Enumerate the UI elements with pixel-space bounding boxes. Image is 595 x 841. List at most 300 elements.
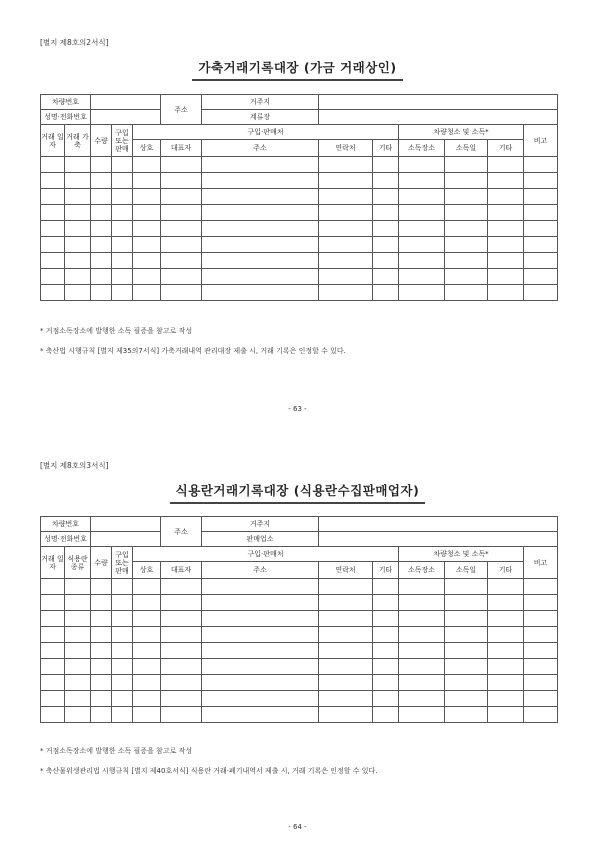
table-row xyxy=(41,205,558,221)
table-cell[interactable] xyxy=(91,285,112,301)
table-cell[interactable] xyxy=(524,221,558,237)
table-cell[interactable] xyxy=(133,611,161,627)
col-address: 주소 xyxy=(202,562,319,579)
table-cell[interactable] xyxy=(488,659,524,675)
table-cell[interactable] xyxy=(445,205,488,221)
table-cell[interactable] xyxy=(373,157,399,173)
table-cell[interactable] xyxy=(445,627,488,643)
table-cell[interactable] xyxy=(161,675,202,691)
table-cell[interactable] xyxy=(91,205,112,221)
table-cell[interactable] xyxy=(319,285,373,301)
table-cell[interactable] xyxy=(41,221,65,237)
table-cell[interactable] xyxy=(399,173,445,189)
table-cell[interactable] xyxy=(133,189,161,205)
table-cell[interactable] xyxy=(133,643,161,659)
table-cell[interactable] xyxy=(488,173,524,189)
col-disinfection-date: 소독일 xyxy=(445,140,488,157)
table-cell[interactable] xyxy=(373,707,399,723)
col-representative: 대표자 xyxy=(161,140,202,157)
table-cell[interactable] xyxy=(399,627,445,643)
table-cell[interactable] xyxy=(373,627,399,643)
table-cell[interactable] xyxy=(319,627,373,643)
table-cell[interactable] xyxy=(41,643,65,659)
table-cell[interactable] xyxy=(202,221,319,237)
table-cell[interactable] xyxy=(373,269,399,285)
table-row xyxy=(41,253,558,269)
table-cell[interactable] xyxy=(373,205,399,221)
table-cell[interactable] xyxy=(91,237,112,253)
table-cell[interactable] xyxy=(319,237,373,253)
col-buy-or-sell: 구입 또는 판매 xyxy=(112,547,133,579)
table-cell[interactable] xyxy=(65,579,91,595)
table-cell[interactable] xyxy=(65,269,91,285)
table-cell[interactable] xyxy=(488,269,524,285)
table-cell[interactable] xyxy=(161,627,202,643)
table-cell[interactable] xyxy=(373,189,399,205)
table-cell[interactable] xyxy=(161,595,202,611)
table-cell[interactable] xyxy=(488,707,524,723)
table-cell[interactable] xyxy=(112,189,133,205)
table-cell[interactable] xyxy=(202,675,319,691)
table-cell[interactable] xyxy=(488,237,524,253)
table-cell[interactable] xyxy=(373,237,399,253)
table-cell[interactable] xyxy=(202,237,319,253)
table-cell[interactable] xyxy=(319,173,373,189)
table-cell[interactable] xyxy=(112,579,133,595)
table-cell[interactable] xyxy=(488,643,524,659)
table-cell[interactable] xyxy=(524,611,558,627)
table-cell[interactable] xyxy=(133,173,161,189)
table-cell[interactable] xyxy=(133,595,161,611)
table-cell[interactable] xyxy=(524,627,558,643)
col-quantity: 수량 xyxy=(91,547,112,579)
col-other-2: 기타 xyxy=(488,562,524,579)
table-cell[interactable] xyxy=(91,595,112,611)
table-cell[interactable] xyxy=(161,643,202,659)
table-cell[interactable] xyxy=(488,221,524,237)
table-cell[interactable] xyxy=(373,611,399,627)
table-cell[interactable] xyxy=(319,643,373,659)
address-label: 주소 xyxy=(161,95,202,125)
table-cell[interactable] xyxy=(445,253,488,269)
table-cell[interactable] xyxy=(65,659,91,675)
table-cell[interactable] xyxy=(41,691,65,707)
table-body[interactable] xyxy=(41,157,558,301)
name-phone-field[interactable] xyxy=(91,532,161,547)
table-cell[interactable] xyxy=(524,691,558,707)
table-cell[interactable] xyxy=(91,643,112,659)
table-cell[interactable] xyxy=(445,189,488,205)
residence-field[interactable] xyxy=(319,95,558,110)
table-cell[interactable] xyxy=(524,157,558,173)
table-cell[interactable] xyxy=(112,675,133,691)
table-cell[interactable] xyxy=(445,707,488,723)
table-cell[interactable] xyxy=(65,173,91,189)
table-cell[interactable] xyxy=(161,205,202,221)
table-cell[interactable] xyxy=(133,707,161,723)
table-cell[interactable] xyxy=(161,579,202,595)
col-trade-date: 거래 일자 xyxy=(41,125,65,157)
table-row xyxy=(41,269,558,285)
table-cell[interactable] xyxy=(133,237,161,253)
table-cell[interactable] xyxy=(488,611,524,627)
name-phone-field[interactable] xyxy=(91,110,161,125)
table-cell[interactable] xyxy=(319,157,373,173)
table-cell[interactable] xyxy=(524,173,558,189)
table-cell[interactable] xyxy=(399,611,445,627)
table-cell[interactable] xyxy=(319,579,373,595)
table-cell[interactable] xyxy=(65,285,91,301)
table-cell[interactable] xyxy=(65,189,91,205)
table-cell[interactable] xyxy=(133,221,161,237)
table-cell[interactable] xyxy=(399,659,445,675)
table-cell[interactable] xyxy=(112,595,133,611)
table-cell[interactable] xyxy=(41,189,65,205)
table-cell[interactable] xyxy=(202,611,319,627)
table-cell[interactable] xyxy=(161,253,202,269)
table-cell[interactable] xyxy=(133,157,161,173)
table-cell[interactable] xyxy=(91,157,112,173)
table-cell[interactable] xyxy=(399,579,445,595)
table-cell[interactable] xyxy=(373,579,399,595)
table-cell[interactable] xyxy=(112,157,133,173)
sales-outlet-field[interactable] xyxy=(319,532,558,547)
table-cell[interactable] xyxy=(202,579,319,595)
table-cell[interactable] xyxy=(65,205,91,221)
table-cell[interactable] xyxy=(319,659,373,675)
table-cell[interactable] xyxy=(399,269,445,285)
table-cell[interactable] xyxy=(65,675,91,691)
table-row xyxy=(41,189,558,205)
table-row xyxy=(41,157,558,173)
table-cell[interactable] xyxy=(399,691,445,707)
sales-outlet-label: 판매업소 xyxy=(202,532,319,547)
col-trade-name: 상호 xyxy=(133,140,161,157)
col-other-2: 기타 xyxy=(488,140,524,157)
table-cell[interactable] xyxy=(524,253,558,269)
table-cell[interactable] xyxy=(133,285,161,301)
table-cell[interactable] xyxy=(399,205,445,221)
table-cell[interactable] xyxy=(112,643,133,659)
col-quantity: 수량 xyxy=(91,125,112,157)
table-cell[interactable] xyxy=(202,285,319,301)
table-cell[interactable] xyxy=(373,285,399,301)
residence-label: 거주지 xyxy=(202,517,319,532)
table-cell[interactable] xyxy=(91,691,112,707)
table-cell[interactable] xyxy=(445,675,488,691)
table-cell[interactable] xyxy=(65,627,91,643)
table-cell[interactable] xyxy=(91,173,112,189)
col-contact: 연락처 xyxy=(319,562,373,579)
col-remarks: 비고 xyxy=(524,125,558,157)
table-cell[interactable] xyxy=(41,579,65,595)
table-cell[interactable] xyxy=(445,173,488,189)
table-cell[interactable] xyxy=(65,221,91,237)
table-cell[interactable] xyxy=(524,269,558,285)
table-cell[interactable] xyxy=(91,659,112,675)
table-cell[interactable] xyxy=(41,707,65,723)
table-cell[interactable] xyxy=(488,285,524,301)
col-trade-livestock: 거래 가축 xyxy=(65,125,91,157)
table-cell[interactable] xyxy=(65,157,91,173)
table-cell[interactable] xyxy=(488,595,524,611)
table-row xyxy=(41,285,558,301)
table-cell[interactable] xyxy=(445,237,488,253)
table-row xyxy=(41,627,558,643)
col-trade-name: 상호 xyxy=(133,562,161,579)
table-cell[interactable] xyxy=(319,611,373,627)
table-cell[interactable] xyxy=(319,189,373,205)
col-group-counterparty: 구입·판매처 xyxy=(133,125,399,140)
table-cell[interactable] xyxy=(133,675,161,691)
table-cell[interactable] xyxy=(41,675,65,691)
table-cell[interactable] xyxy=(319,253,373,269)
table-cell[interactable] xyxy=(319,675,373,691)
table-cell[interactable] xyxy=(373,643,399,659)
form-label: [별지 제8호의2서식] xyxy=(40,38,109,47)
vehicle-no-label: 차량번호 xyxy=(41,95,91,110)
table-cell[interactable] xyxy=(133,205,161,221)
table-cell[interactable] xyxy=(133,691,161,707)
col-other: 기타 xyxy=(373,140,399,157)
table-cell[interactable] xyxy=(41,173,65,189)
table-cell[interactable] xyxy=(133,579,161,595)
table-cell[interactable] xyxy=(41,595,65,611)
table-cell[interactable] xyxy=(91,221,112,237)
table-cell[interactable] xyxy=(373,253,399,269)
table-cell[interactable] xyxy=(202,253,319,269)
form-title: 가축거래기록대장 (가금 거래상인) xyxy=(192,58,402,81)
table-cell[interactable] xyxy=(399,237,445,253)
table-cell[interactable] xyxy=(161,221,202,237)
table-cell[interactable] xyxy=(65,691,91,707)
table-cell[interactable] xyxy=(41,237,65,253)
table-cell[interactable] xyxy=(112,285,133,301)
table-cell[interactable] xyxy=(91,707,112,723)
table-cell[interactable] xyxy=(319,205,373,221)
page-number: - 64 - xyxy=(288,823,307,831)
table-row xyxy=(41,173,558,189)
col-representative: 대표자 xyxy=(161,562,202,579)
table-row xyxy=(41,659,558,675)
table-cell[interactable] xyxy=(65,237,91,253)
table-cell[interactable] xyxy=(41,157,65,173)
table-cell[interactable] xyxy=(112,269,133,285)
table-cell[interactable] xyxy=(202,269,319,285)
table-cell[interactable] xyxy=(445,269,488,285)
residence-field[interactable] xyxy=(319,517,558,532)
table-cell[interactable] xyxy=(91,627,112,643)
form-title: 식용란거래기록대장 (식용란수집판매업자) xyxy=(170,481,426,504)
table-cell[interactable] xyxy=(488,253,524,269)
table-cell[interactable] xyxy=(161,157,202,173)
table-cell[interactable] xyxy=(202,189,319,205)
table-cell[interactable] xyxy=(112,707,133,723)
record-table xyxy=(40,516,558,723)
table-cell[interactable] xyxy=(445,221,488,237)
table-cell[interactable] xyxy=(399,221,445,237)
table-cell[interactable] xyxy=(399,189,445,205)
table-cell[interactable] xyxy=(65,595,91,611)
table-cell[interactable] xyxy=(399,285,445,301)
col-group-counterparty: 구입·판매처 xyxy=(133,547,399,562)
vehicle-no-field[interactable] xyxy=(91,95,161,110)
table-cell[interactable] xyxy=(524,707,558,723)
table-cell[interactable] xyxy=(488,691,524,707)
table-cell[interactable] xyxy=(488,157,524,173)
table-cell[interactable] xyxy=(488,189,524,205)
table-cell[interactable] xyxy=(319,221,373,237)
page-number: - 63 - xyxy=(288,405,307,413)
table-cell[interactable] xyxy=(161,269,202,285)
table-cell[interactable] xyxy=(202,595,319,611)
col-disinfection-place: 소독장소 xyxy=(399,140,445,157)
table-cell[interactable] xyxy=(41,611,65,627)
table-cell[interactable] xyxy=(65,707,91,723)
table-cell[interactable] xyxy=(161,659,202,675)
note-1: * 거점소독장소에 발행한 소독 필증을 참고로 작성 xyxy=(40,747,193,755)
table-row xyxy=(41,579,558,595)
table-cell[interactable] xyxy=(202,659,319,675)
table-cell[interactable] xyxy=(373,675,399,691)
table-cell[interactable] xyxy=(399,595,445,611)
table-cell[interactable] xyxy=(524,237,558,253)
vehicle-no-field[interactable] xyxy=(91,517,161,532)
col-disinfection-date: 소독일 xyxy=(445,562,488,579)
table-cell[interactable] xyxy=(133,659,161,675)
table-cell[interactable] xyxy=(202,643,319,659)
table-cell[interactable] xyxy=(445,595,488,611)
table-cell[interactable] xyxy=(524,189,558,205)
table-row xyxy=(41,611,558,627)
table-cell[interactable] xyxy=(133,253,161,269)
table-cell[interactable] xyxy=(41,659,65,675)
table-cell[interactable] xyxy=(161,173,202,189)
table-cell[interactable] xyxy=(65,253,91,269)
table-cell[interactable] xyxy=(399,157,445,173)
address-label: 주소 xyxy=(161,517,202,547)
table-cell[interactable] xyxy=(373,173,399,189)
table-cell[interactable] xyxy=(524,579,558,595)
table-cell[interactable] xyxy=(41,269,65,285)
table-cell[interactable] xyxy=(41,285,65,301)
table-cell[interactable] xyxy=(373,659,399,675)
table-cell[interactable] xyxy=(524,205,558,221)
table-cell[interactable] xyxy=(112,611,133,627)
table-cell[interactable] xyxy=(202,707,319,723)
table-cell[interactable] xyxy=(41,253,65,269)
note-2: * 축산법 시행규칙 [별지 제35의7서식] 가축거래내역 관리대장 제출 시, 거래 기록은 인정할 수 있다. xyxy=(40,347,346,355)
table-cell[interactable] xyxy=(133,269,161,285)
table-cell[interactable] xyxy=(445,611,488,627)
table-cell[interactable] xyxy=(488,205,524,221)
table-cell[interactable] xyxy=(91,189,112,205)
table-cell[interactable] xyxy=(161,611,202,627)
table-cell[interactable] xyxy=(524,659,558,675)
table-cell[interactable] xyxy=(65,643,91,659)
table-cell[interactable] xyxy=(399,253,445,269)
table-cell[interactable] xyxy=(488,579,524,595)
table-cell[interactable] xyxy=(445,643,488,659)
table-cell[interactable] xyxy=(161,189,202,205)
table-cell[interactable] xyxy=(524,285,558,301)
table-cell[interactable] xyxy=(399,643,445,659)
table-cell[interactable] xyxy=(202,173,319,189)
col-other: 기타 xyxy=(373,562,399,579)
col-egg-type: 식용란 종류 xyxy=(65,547,91,579)
note-2: * 축산물위생관리법 시행규칙 [별지 제40호서식] 식용란 거래·폐기내역서 제출 시, 거래 기록은 인정할 수 있다. xyxy=(40,767,378,775)
table-cell[interactable] xyxy=(112,237,133,253)
table-cell[interactable] xyxy=(161,707,202,723)
col-disinfection-place: 소독장소 xyxy=(399,562,445,579)
table-cell[interactable] xyxy=(445,659,488,675)
table-cell[interactable] xyxy=(399,707,445,723)
table-row xyxy=(41,691,558,707)
table-cell[interactable] xyxy=(373,595,399,611)
table-row xyxy=(41,707,558,723)
table-cell[interactable] xyxy=(91,675,112,691)
table-cell[interactable] xyxy=(319,691,373,707)
table-cell[interactable] xyxy=(445,157,488,173)
residence-label: 거주지 xyxy=(202,95,319,110)
table-cell[interactable] xyxy=(373,221,399,237)
table-cell[interactable] xyxy=(445,285,488,301)
table-cell[interactable] xyxy=(112,221,133,237)
table-cell[interactable] xyxy=(65,611,91,627)
table-cell[interactable] xyxy=(112,173,133,189)
table-cell[interactable] xyxy=(112,691,133,707)
table-cell[interactable] xyxy=(399,675,445,691)
table-cell[interactable] xyxy=(319,269,373,285)
table-cell[interactable] xyxy=(91,579,112,595)
table-cell[interactable] xyxy=(112,627,133,643)
table-cell[interactable] xyxy=(202,691,319,707)
table-cell[interactable] xyxy=(91,611,112,627)
table-cell[interactable] xyxy=(524,675,558,691)
table-cell[interactable] xyxy=(524,595,558,611)
table-cell[interactable] xyxy=(161,691,202,707)
table-cell[interactable] xyxy=(488,627,524,643)
table-cell[interactable] xyxy=(488,675,524,691)
name-phone-label: 성명·전화번호 xyxy=(41,532,91,547)
table-cell[interactable] xyxy=(112,205,133,221)
table-cell[interactable] xyxy=(91,269,112,285)
note-1: * 거점소독장소에 발행한 소독 필증을 참고로 작성 xyxy=(40,327,193,335)
table-cell[interactable] xyxy=(445,691,488,707)
table-cell[interactable] xyxy=(161,285,202,301)
table-cell[interactable] xyxy=(373,691,399,707)
table-cell[interactable] xyxy=(91,253,112,269)
col-remarks: 비고 xyxy=(524,547,558,579)
table-cell[interactable] xyxy=(161,237,202,253)
table-cell[interactable] xyxy=(524,643,558,659)
table-cell[interactable] xyxy=(319,595,373,611)
table-cell[interactable] xyxy=(112,253,133,269)
table-cell[interactable] xyxy=(112,659,133,675)
name-phone-label: 성명·전화번호 xyxy=(41,110,91,125)
table-body[interactable] xyxy=(41,579,558,723)
table-cell[interactable] xyxy=(445,579,488,595)
table-cell[interactable] xyxy=(41,205,65,221)
table-cell[interactable] xyxy=(319,707,373,723)
table-cell[interactable] xyxy=(202,205,319,221)
table-cell[interactable] xyxy=(202,627,319,643)
holding-pen-field[interactable] xyxy=(319,110,558,125)
table-cell[interactable] xyxy=(133,627,161,643)
table-cell[interactable] xyxy=(202,157,319,173)
vehicle-no-label: 차량번호 xyxy=(41,517,91,532)
table-cell[interactable] xyxy=(41,627,65,643)
